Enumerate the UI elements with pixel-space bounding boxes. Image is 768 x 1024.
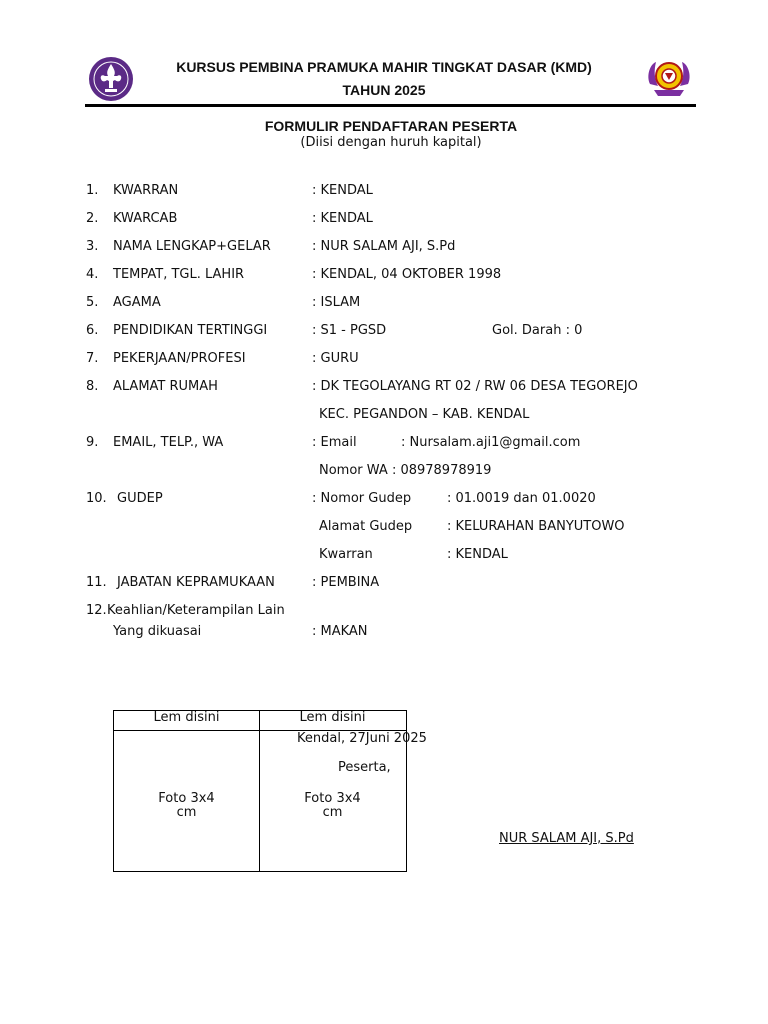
field-value: : ISLAM <box>312 295 361 310</box>
field-value: : KENDAL <box>312 183 373 198</box>
emblem-logo <box>644 56 694 100</box>
field-number: 8. <box>86 379 99 394</box>
field-value: : NUR SALAM AJI, S.Pd <box>312 239 456 254</box>
field-label: EMAIL, TELP., WA <box>113 435 224 450</box>
field-number: 9. <box>86 435 99 450</box>
signature-role: Peserta, <box>338 760 391 775</box>
gudep-value: : KENDAL <box>447 547 508 562</box>
field-number: 2. <box>86 211 99 226</box>
gudep-value: : 01.0019 dan 01.0020 <box>447 491 596 506</box>
field-number: 7. <box>86 351 99 366</box>
glue-here-label: Lem disini <box>299 710 366 725</box>
field-value: : PEMBINA <box>312 575 380 590</box>
field-value: : MAKAN <box>312 624 368 639</box>
field-label: PEKERJAAN/PROFESI <box>113 351 246 366</box>
email-label: : Email <box>312 435 357 450</box>
field-number: 11. <box>86 575 107 590</box>
field-label: TEMPAT, TGL. LAHIR <box>113 267 245 282</box>
whatsapp-number: Nomor WA : 08978978919 <box>319 463 492 478</box>
field-label: KWARCAB <box>113 211 178 226</box>
field-label: NAMA LENGKAP+GELAR <box>113 239 271 254</box>
field-label: GUDEP <box>117 491 163 506</box>
signature-name: NUR SALAM AJI, S.Pd <box>499 831 634 846</box>
gudep-key: Kwarran <box>319 547 373 562</box>
gudep-value: : KELURAHAN BANYUTOWO <box>447 519 625 534</box>
gudep-key: Alamat Gudep <box>319 519 413 534</box>
photo-slot-label: Foto 3x4 <box>304 791 361 806</box>
field-number: 10. <box>86 491 107 506</box>
header-divider <box>85 104 696 107</box>
field-label: Keahlian/Keterampilan Lain <box>107 603 285 618</box>
form-title: FORMULIR PENDAFTARAN PESERTA <box>264 118 518 134</box>
photo-slot-unit: cm <box>176 805 197 820</box>
field-number: 1. <box>86 183 99 198</box>
field-label: KWARRAN <box>113 183 179 198</box>
header-line-1: KURSUS PEMBINA PRAMUKA MAHIR TINGKAT DASAR (KMD) <box>176 59 592 75</box>
field-value: : KENDAL <box>312 211 373 226</box>
field-value: : S1 - PGSD <box>312 323 387 338</box>
field-value: : KENDAL, 04 OKTOBER 1998 <box>312 267 502 282</box>
field-number: 5. <box>86 295 99 310</box>
field-number: 6. <box>86 323 99 338</box>
field-label: AGAMA <box>113 295 161 310</box>
field-label: ALAMAT RUMAH <box>113 379 218 394</box>
photo-slot-label: Foto 3x4 <box>158 791 215 806</box>
field-number: 3. <box>86 239 99 254</box>
field-label: JABATAN KEPRAMUKAAN <box>117 575 275 590</box>
field-label-line-2: Yang dikuasai <box>113 624 202 639</box>
gudep-key: : Nomor Gudep <box>312 491 412 506</box>
signature-place-date: Kendal, 27Juni 2025 <box>297 731 427 746</box>
field-number: 4. <box>86 267 99 282</box>
field-value-line-2: KEC. PEGANDON – KAB. KENDAL <box>319 407 530 422</box>
glue-here-label: Lem disini <box>153 710 220 725</box>
field-label: PENDIDIKAN TERTINGGI <box>113 323 268 338</box>
field-value: : GURU <box>312 351 359 366</box>
header-line-2: TAHUN 2025 <box>342 82 426 98</box>
photo-slot-unit: cm <box>322 805 343 820</box>
blood-type: Gol. Darah : 0 <box>492 323 583 338</box>
form-subtitle: (Diisi dengan huruh kapital) <box>300 135 482 150</box>
email-value: : Nursalam.aji1@gmail.com <box>401 435 581 450</box>
field-number: 12. <box>86 603 107 618</box>
field-value: : DK TEGOLAYANG RT 02 / RW 06 DESA TEGOREJO <box>312 379 638 394</box>
